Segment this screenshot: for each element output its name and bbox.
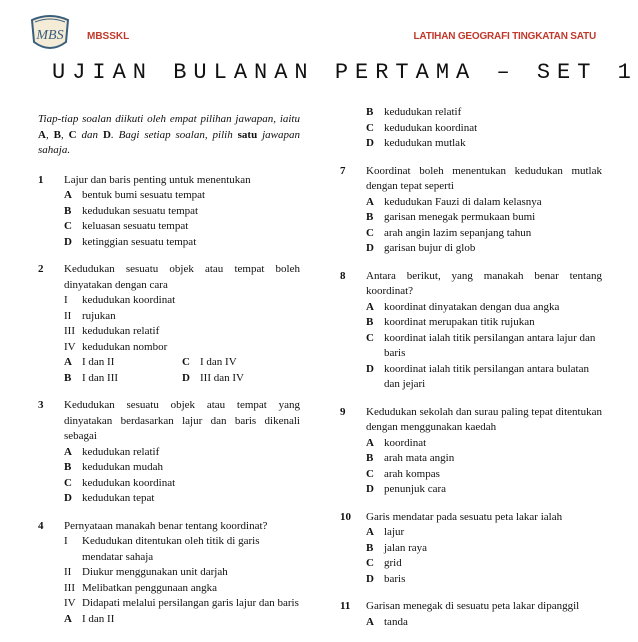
option-letter: D	[64, 492, 72, 504]
question-4	[38, 519, 300, 628]
answer-option[interactable]	[64, 355, 182, 371]
answer-option[interactable]	[366, 556, 602, 572]
question-text: Kedudukan sesuatu objek atau tempat boleh dinyatakan dengan cara	[64, 263, 300, 291]
answer-option[interactable]	[366, 210, 602, 226]
instructions: Tiap-tiap soalan diikuti oleh empat pilihan jawapan, iaitu A, B, C dan D. Bagi setiap soalan, pilih satu jawapan sahaja.	[38, 113, 301, 156]
option-letter: A	[366, 195, 374, 208]
option-text: keluasan sesuatu tempat	[82, 220, 189, 232]
option-text: kedudukan sesuatu tempat	[82, 204, 199, 217]
answer-option[interactable]	[366, 136, 602, 152]
question-number: 1	[38, 173, 44, 186]
question-number: 11	[340, 600, 351, 612]
option-letter: C	[366, 331, 374, 344]
option-text: kedudukan mudah	[82, 461, 163, 473]
option-letter: A	[366, 615, 374, 628]
option-text: garisan bujur di glob	[384, 242, 476, 254]
option-letter: C	[182, 356, 190, 368]
option-letter: B	[64, 461, 72, 473]
question-10	[340, 510, 602, 588]
answer-option[interactable]	[64, 476, 300, 492]
option-text: kedudukan koordinat	[82, 476, 176, 489]
option-letter: I	[64, 294, 68, 306]
answer-option[interactable]	[366, 467, 602, 483]
option-text: Kedudukan ditentukan oleh titik di garis mendatar sahaja	[82, 535, 260, 563]
option-text: arah mata angin	[384, 452, 455, 464]
page-title: UJIAN BULANAN PERTAMA – SET 1	[52, 60, 638, 85]
option-letter: A	[366, 526, 374, 538]
question-number: 4	[38, 519, 44, 532]
question-text: Garisan menegak di sesuatu peta lakar dipanggil	[366, 600, 580, 612]
answer-option[interactable]	[64, 460, 300, 476]
answer-option[interactable]	[64, 340, 300, 356]
option-letter: A	[64, 189, 72, 201]
question-number: 7	[340, 164, 346, 177]
answer-option[interactable]	[64, 309, 300, 325]
option-letter: B	[366, 106, 374, 118]
answer-option[interactable]	[64, 565, 300, 581]
option-text: koordinat ialah titik persilangan antara bulatan dan jejari	[384, 362, 589, 390]
question-6-continuation	[340, 105, 602, 152]
answer-option[interactable]	[366, 105, 602, 121]
answer-option[interactable]	[64, 612, 300, 628]
option-letter: III	[64, 581, 75, 594]
answer-option[interactable]	[64, 371, 182, 387]
answer-option[interactable]	[366, 615, 602, 631]
option-letter: D	[366, 242, 374, 254]
answer-option[interactable]	[64, 445, 300, 461]
answer-option[interactable]	[64, 491, 300, 507]
option-text: rujukan	[82, 309, 116, 322]
option-text: kedudukan relatif	[82, 325, 160, 337]
answer-option[interactable]	[366, 331, 602, 362]
option-text: Melibatkan penggunaan angka	[82, 581, 218, 594]
option-text: I dan III	[82, 371, 119, 384]
option-text: bentuk bumi sesuatu tempat	[82, 189, 206, 201]
option-text: penunjuk cara	[384, 483, 446, 495]
option-letter: B	[366, 541, 374, 554]
option-text: kedudukan mutlak	[384, 137, 466, 149]
question-text: Kedudukan sekolah dan surau paling tepat ditentukan dengan menggunakan kaedah	[366, 405, 602, 433]
logo-lettering: MBS	[36, 28, 64, 43]
question-number: 10	[340, 510, 351, 523]
option-text: lajur	[384, 526, 405, 538]
option-text: III dan IV	[200, 371, 244, 384]
answer-option[interactable]	[366, 226, 602, 242]
option-letter: B	[366, 316, 374, 328]
answer-option[interactable]	[64, 596, 300, 612]
option-letter: B	[366, 452, 374, 464]
option-letter: A	[64, 612, 72, 625]
option-letter: III	[64, 325, 75, 337]
answer-grid	[64, 355, 300, 386]
option-text: kedudukan relatif	[82, 445, 160, 458]
option-text: Didapati melalui persilangan garis lajur dan baris	[82, 597, 299, 609]
answer-option[interactable]	[182, 371, 300, 387]
answer-option[interactable]	[64, 188, 300, 204]
answer-option[interactable]	[182, 355, 300, 371]
question-7	[340, 164, 602, 257]
option-text: I dan II	[82, 356, 115, 368]
school-logo-icon	[29, 12, 71, 54]
question-text: Lajur dan baris penting untuk menentukan	[64, 173, 251, 186]
option-letter: C	[366, 226, 374, 239]
question-3	[38, 398, 300, 507]
option-letter: D	[366, 362, 374, 375]
option-text: koordinat	[384, 436, 427, 449]
option-text: I dan IV	[200, 356, 237, 368]
option-letter: B	[64, 371, 72, 384]
option-letter: D	[366, 483, 374, 495]
option-text: koordinat ialah titik persilangan antara lajur dan baris	[384, 331, 596, 359]
answer-option[interactable]	[64, 324, 300, 340]
question-number: 2	[38, 263, 44, 275]
option-text: kedudukan koordinat	[384, 121, 478, 134]
option-text: Diukur menggunakan unit darjah	[82, 566, 228, 578]
option-letter: D	[366, 572, 374, 585]
header-subject: LATIHAN GEOGRAFI TINGKATAN SATU	[413, 31, 596, 42]
question-number: 8	[340, 269, 346, 282]
option-letter: D	[182, 371, 190, 384]
answer-option[interactable]	[64, 293, 300, 309]
option-letter: IV	[64, 597, 76, 609]
option-letter: II	[64, 309, 72, 322]
option-letter: A	[366, 436, 374, 449]
right-column	[340, 105, 602, 642]
option-letter: A	[64, 445, 72, 458]
option-letter: C	[64, 476, 72, 489]
answer-option[interactable]	[366, 572, 602, 588]
option-letter: C	[366, 467, 374, 480]
option-text: baris	[384, 572, 406, 585]
question-11	[340, 599, 602, 630]
answer-option[interactable]	[64, 204, 300, 220]
question-2	[38, 262, 300, 386]
option-letter: D	[64, 235, 72, 248]
question-number: 9	[340, 405, 346, 418]
option-letter: IV	[64, 340, 76, 353]
answer-option[interactable]	[366, 436, 602, 452]
option-text: arah angin lazim sepanjang tahun	[384, 226, 532, 239]
answer-option[interactable]	[64, 534, 300, 565]
question-1	[38, 173, 300, 251]
option-text: koordinat dinyatakan dengan dua angka	[384, 300, 560, 313]
answer-option[interactable]	[366, 241, 602, 257]
question-8	[340, 269, 602, 393]
answer-option[interactable]	[366, 121, 602, 137]
option-letter: B	[366, 211, 374, 223]
answer-option[interactable]	[64, 581, 300, 597]
answer-option[interactable]	[366, 195, 602, 211]
question-text: Antara berikut, yang manakah benar tentang koordinat?	[366, 269, 602, 297]
option-text: kedudukan koordinat	[82, 294, 176, 306]
option-letter: D	[366, 137, 374, 149]
option-text: I dan II	[82, 612, 115, 625]
option-text: kedudukan Fauzi di dalam kelasnya	[384, 195, 542, 208]
answer-option[interactable]	[366, 451, 602, 467]
question-text: Pernyataan manakah benar tentang koordinat?	[64, 519, 268, 532]
answer-option[interactable]	[366, 300, 602, 316]
option-text: tanda	[384, 615, 408, 628]
header-school-code: MBSSKL	[87, 31, 130, 42]
option-letter: A	[366, 300, 374, 313]
question-9	[340, 405, 602, 498]
option-text: jalan raya	[384, 541, 428, 554]
option-letter: C	[366, 121, 374, 134]
option-letter: B	[64, 204, 72, 217]
option-letter: C	[366, 557, 374, 569]
option-text: arah kompas	[384, 467, 440, 480]
answer-option[interactable]	[366, 541, 602, 557]
option-text: kedudukan relatif	[384, 106, 462, 118]
left-column	[38, 112, 300, 639]
option-text: koordinat merupakan titik rujukan	[384, 316, 535, 328]
answer-option[interactable]	[366, 482, 602, 498]
answer-option[interactable]	[366, 362, 602, 393]
answer-option[interactable]	[64, 219, 300, 235]
option-letter: A	[64, 356, 72, 368]
option-text: kedudukan tepat	[82, 492, 155, 504]
option-text: grid	[384, 557, 402, 569]
option-letter: I	[64, 535, 68, 547]
option-letter: II	[64, 566, 72, 578]
question-text: Garis mendatar pada sesuatu peta lakar ialah	[366, 510, 563, 523]
option-text: kedudukan nombor	[82, 340, 168, 353]
option-letter: C	[64, 220, 72, 232]
answer-option[interactable]	[366, 525, 602, 541]
question-text: Kedudukan sesuatu objek atau tempat yang dinyatakan berdasarkan lajur dan baris dikenali sebagai	[64, 399, 300, 442]
question-text: Koordinat boleh menentukan kedudukan mutlak dengan tepat seperti	[366, 164, 602, 192]
option-text: ketinggian sesuatu tempat	[82, 235, 197, 248]
question-number: 3	[38, 399, 44, 411]
answer-option[interactable]	[366, 315, 602, 331]
answer-option[interactable]	[64, 235, 300, 251]
option-text: garisan menegak permukaan bumi	[384, 211, 536, 223]
